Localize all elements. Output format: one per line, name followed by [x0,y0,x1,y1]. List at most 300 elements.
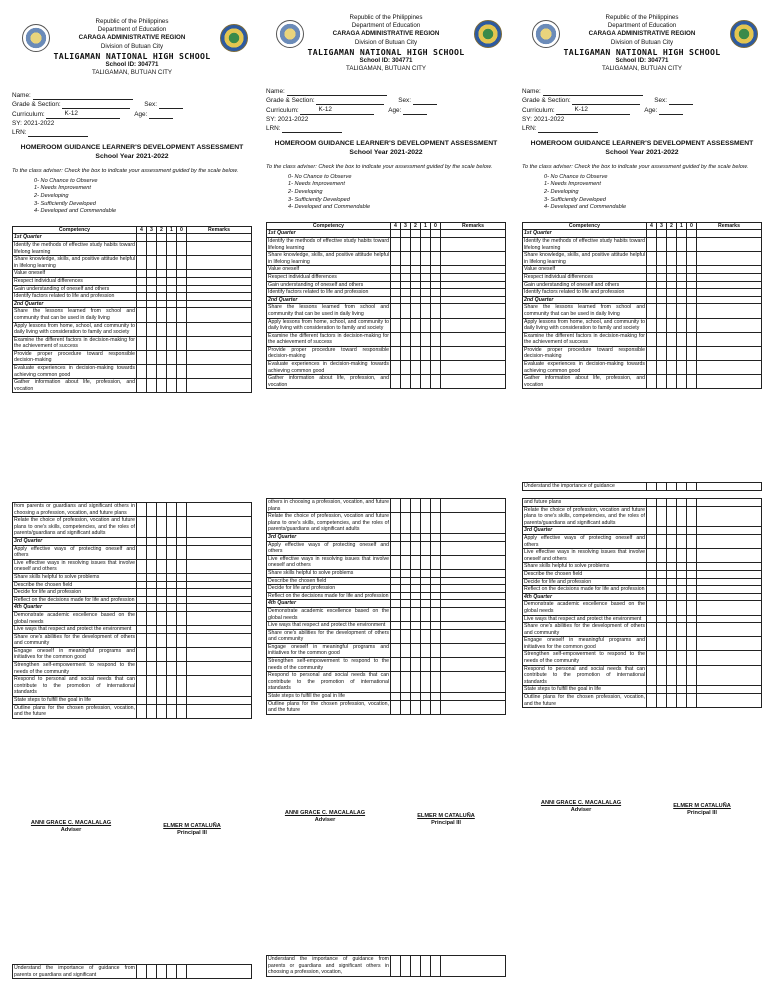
rating-checkbox[interactable] [647,483,657,491]
rating-checkbox[interactable] [157,336,167,350]
rating-checkbox[interactable] [391,607,401,621]
rating-checkbox[interactable] [401,569,411,577]
rating-checkbox[interactable] [677,266,687,274]
rating-checkbox[interactable] [411,361,421,375]
rating-checkbox[interactable] [147,270,157,278]
rating-checkbox[interactable] [647,332,657,346]
rating-checkbox[interactable] [157,676,167,697]
rating-checkbox[interactable] [391,600,401,608]
rating-checkbox[interactable] [687,586,697,594]
rating-checkbox[interactable] [657,266,667,274]
rating-checkbox[interactable] [147,604,157,612]
rating-checkbox[interactable] [431,230,441,238]
rating-checkbox[interactable] [431,513,441,534]
rating-checkbox[interactable] [167,704,177,718]
rating-checkbox[interactable] [431,658,441,672]
rating-checkbox[interactable] [411,266,421,274]
rating-checkbox[interactable] [647,601,657,615]
rating-checkbox[interactable] [421,607,431,621]
rating-checkbox[interactable] [677,623,687,637]
rating-checkbox[interactable] [177,647,187,661]
rating-checkbox[interactable] [667,289,677,297]
rating-checkbox[interactable] [391,304,401,318]
rating-checkbox[interactable] [391,622,401,630]
rating-checkbox[interactable] [157,704,167,718]
rating-checkbox[interactable] [687,237,697,251]
rating-checkbox[interactable] [657,296,667,304]
remarks-cell[interactable] [441,700,506,714]
rating-checkbox[interactable] [167,379,177,393]
rating-checkbox[interactable] [421,569,431,577]
rating-checkbox[interactable] [411,296,421,304]
rating-checkbox[interactable] [167,589,177,597]
remarks-cell[interactable] [187,633,252,647]
rating-checkbox[interactable] [391,332,401,346]
remarks-cell[interactable] [697,375,762,389]
rating-checkbox[interactable] [411,693,421,701]
remarks-cell[interactable] [697,289,762,297]
remarks-cell[interactable] [441,252,506,266]
remarks-cell[interactable] [441,585,506,593]
rating-checkbox[interactable] [431,499,441,513]
rating-checkbox[interactable] [411,289,421,297]
rating-checkbox[interactable] [677,281,687,289]
remarks-cell[interactable] [697,499,762,507]
rating-checkbox[interactable] [647,651,657,665]
rating-checkbox[interactable] [167,573,177,581]
rating-checkbox[interactable] [167,336,177,350]
rating-checkbox[interactable] [137,234,147,242]
rating-checkbox[interactable] [431,600,441,608]
rating-checkbox[interactable] [177,379,187,393]
rating-checkbox[interactable] [137,336,147,350]
rating-checkbox[interactable] [657,332,667,346]
rating-checkbox[interactable] [157,277,167,285]
rating-checkbox[interactable] [137,241,147,255]
rating-checkbox[interactable] [647,304,657,318]
rating-checkbox[interactable] [647,593,657,601]
rating-checkbox[interactable] [411,600,421,608]
rating-checkbox[interactable] [647,506,657,527]
remarks-cell[interactable] [441,346,506,360]
rating-checkbox[interactable] [391,658,401,672]
rating-checkbox[interactable] [157,270,167,278]
rating-checkbox[interactable] [167,256,177,270]
rating-checkbox[interactable] [431,533,441,541]
rating-checkbox[interactable] [157,537,167,545]
rating-checkbox[interactable] [657,615,667,623]
rating-checkbox[interactable] [421,533,431,541]
rating-checkbox[interactable] [677,694,687,708]
rating-checkbox[interactable] [137,589,147,597]
rating-checkbox[interactable] [667,586,677,594]
rating-checkbox[interactable] [167,559,177,573]
rating-checkbox[interactable] [401,555,411,569]
rating-checkbox[interactable] [687,563,697,571]
remarks-cell[interactable] [441,600,506,608]
rating-checkbox[interactable] [137,662,147,676]
rating-checkbox[interactable] [401,318,411,332]
rating-checkbox[interactable] [411,513,421,534]
rating-checkbox[interactable] [431,643,441,657]
rating-checkbox[interactable] [657,483,667,491]
rating-checkbox[interactable] [687,665,697,686]
rating-checkbox[interactable] [167,633,177,647]
rating-checkbox[interactable] [677,230,687,238]
rating-checkbox[interactable] [167,503,177,517]
rating-checkbox[interactable] [677,549,687,563]
rating-checkbox[interactable] [391,289,401,297]
rating-checkbox[interactable] [647,578,657,586]
rating-checkbox[interactable] [677,578,687,586]
rating-checkbox[interactable] [147,537,157,545]
rating-checkbox[interactable] [391,273,401,281]
rating-checkbox[interactable] [687,570,697,578]
rating-checkbox[interactable] [137,270,147,278]
rating-checkbox[interactable] [657,637,667,651]
rating-checkbox[interactable] [421,266,431,274]
remarks-cell[interactable] [187,537,252,545]
rating-checkbox[interactable] [401,622,411,630]
rating-checkbox[interactable] [167,626,177,634]
rating-checkbox[interactable] [137,379,147,393]
rating-checkbox[interactable] [401,600,411,608]
remarks-cell[interactable] [697,252,762,266]
remarks-cell[interactable] [697,570,762,578]
rating-checkbox[interactable] [401,346,411,360]
rating-checkbox[interactable] [147,241,157,255]
rating-checkbox[interactable] [431,361,441,375]
remarks-cell[interactable] [697,527,762,535]
rating-checkbox[interactable] [677,237,687,251]
remarks-cell[interactable] [187,589,252,597]
rating-checkbox[interactable] [421,273,431,281]
remarks-cell[interactable] [441,289,506,297]
rating-checkbox[interactable] [391,700,401,714]
rating-checkbox[interactable] [421,252,431,266]
remarks-cell[interactable] [187,581,252,589]
remarks-cell[interactable] [697,601,762,615]
rating-checkbox[interactable] [167,241,177,255]
rating-checkbox[interactable] [421,600,431,608]
rating-checkbox[interactable] [411,607,421,621]
rating-checkbox[interactable] [657,506,667,527]
rating-checkbox[interactable] [147,300,157,308]
remarks-cell[interactable] [441,332,506,346]
rating-checkbox[interactable] [431,569,441,577]
rating-checkbox[interactable] [687,534,697,548]
rating-checkbox[interactable] [431,585,441,593]
rating-checkbox[interactable] [137,559,147,573]
rating-checkbox[interactable] [167,676,177,697]
rating-checkbox[interactable] [411,533,421,541]
rating-checkbox[interactable] [647,586,657,594]
rating-checkbox[interactable] [157,256,167,270]
rating-checkbox[interactable] [431,289,441,297]
rating-checkbox[interactable] [401,361,411,375]
rating-checkbox[interactable] [391,592,401,600]
rating-checkbox[interactable] [401,585,411,593]
rating-checkbox[interactable] [411,375,421,389]
remarks-cell[interactable] [187,300,252,308]
rating-checkbox[interactable] [431,304,441,318]
rating-checkbox[interactable] [391,555,401,569]
rating-checkbox[interactable] [421,585,431,593]
remarks-cell[interactable] [697,230,762,238]
rating-checkbox[interactable] [657,593,667,601]
rating-checkbox[interactable] [391,375,401,389]
rating-checkbox[interactable] [677,296,687,304]
rating-checkbox[interactable] [137,581,147,589]
rating-checkbox[interactable] [421,577,431,585]
remarks-cell[interactable] [697,563,762,571]
rating-checkbox[interactable] [167,581,177,589]
rating-checkbox[interactable] [177,633,187,647]
remarks-cell[interactable] [441,643,506,657]
rating-checkbox[interactable] [431,607,441,621]
rating-checkbox[interactable] [167,300,177,308]
rating-checkbox[interactable] [157,234,167,242]
rating-checkbox[interactable] [421,361,431,375]
rating-checkbox[interactable] [421,700,431,714]
rating-checkbox[interactable] [667,281,677,289]
rating-checkbox[interactable] [647,694,657,708]
rating-checkbox[interactable] [657,578,667,586]
rating-checkbox[interactable] [431,237,441,251]
rating-checkbox[interactable] [411,555,421,569]
rating-checkbox[interactable] [401,607,411,621]
rating-checkbox[interactable] [137,517,147,538]
remarks-cell[interactable] [187,256,252,270]
rating-checkbox[interactable] [177,241,187,255]
rating-checkbox[interactable] [421,643,431,657]
rating-checkbox[interactable] [157,604,167,612]
rating-checkbox[interactable] [157,581,167,589]
rating-checkbox[interactable] [147,965,157,979]
remarks-cell[interactable] [697,534,762,548]
rating-checkbox[interactable] [401,533,411,541]
rating-checkbox[interactable] [137,277,147,285]
rating-checkbox[interactable] [401,541,411,555]
rating-checkbox[interactable] [667,252,677,266]
lrn-field[interactable] [282,132,342,133]
rating-checkbox[interactable] [157,573,167,581]
rating-checkbox[interactable] [667,563,677,571]
rating-checkbox[interactable] [647,296,657,304]
rating-checkbox[interactable] [147,662,157,676]
rating-checkbox[interactable] [657,549,667,563]
rating-checkbox[interactable] [177,350,187,364]
rating-checkbox[interactable] [147,581,157,589]
rating-checkbox[interactable] [167,604,177,612]
remarks-cell[interactable] [441,273,506,281]
rating-checkbox[interactable] [177,589,187,597]
rating-checkbox[interactable] [137,285,147,293]
rating-checkbox[interactable] [647,346,657,360]
remarks-cell[interactable] [441,318,506,332]
remarks-cell[interactable] [697,296,762,304]
rating-checkbox[interactable] [677,637,687,651]
rating-checkbox[interactable] [411,629,421,643]
rating-checkbox[interactable] [421,672,431,693]
rating-checkbox[interactable] [177,611,187,625]
rating-checkbox[interactable] [147,350,157,364]
remarks-cell[interactable] [187,234,252,242]
rating-checkbox[interactable] [667,651,677,665]
rating-checkbox[interactable] [411,273,421,281]
remarks-cell[interactable] [697,637,762,651]
rating-checkbox[interactable] [677,686,687,694]
rating-checkbox[interactable] [167,517,177,538]
rating-checkbox[interactable] [401,266,411,274]
rating-checkbox[interactable] [137,300,147,308]
rating-checkbox[interactable] [147,647,157,661]
rating-checkbox[interactable] [431,629,441,643]
rating-checkbox[interactable] [657,237,667,251]
remarks-cell[interactable] [697,694,762,708]
remarks-cell[interactable] [187,596,252,604]
lrn-field[interactable] [28,136,88,137]
rating-checkbox[interactable] [167,611,177,625]
rating-checkbox[interactable] [421,304,431,318]
remarks-cell[interactable] [441,513,506,534]
rating-checkbox[interactable] [401,296,411,304]
remarks-cell[interactable] [187,647,252,661]
rating-checkbox[interactable] [677,593,687,601]
rating-checkbox[interactable] [401,289,411,297]
rating-checkbox[interactable] [687,230,697,238]
rating-checkbox[interactable] [657,586,667,594]
rating-checkbox[interactable] [687,318,697,332]
rating-checkbox[interactable] [167,293,177,301]
rating-checkbox[interactable] [431,375,441,389]
remarks-cell[interactable] [697,346,762,360]
rating-checkbox[interactable] [657,289,667,297]
rating-checkbox[interactable] [177,365,187,379]
rating-checkbox[interactable] [391,577,401,585]
rating-checkbox[interactable] [687,578,697,586]
rating-checkbox[interactable] [647,252,657,266]
rating-checkbox[interactable] [391,252,401,266]
remarks-cell[interactable] [187,604,252,612]
remarks-cell[interactable] [697,361,762,375]
rating-checkbox[interactable] [687,266,697,274]
rating-checkbox[interactable] [667,266,677,274]
rating-checkbox[interactable] [401,273,411,281]
rating-checkbox[interactable] [431,577,441,585]
rating-checkbox[interactable] [137,596,147,604]
rating-checkbox[interactable] [667,527,677,535]
rating-checkbox[interactable] [431,672,441,693]
rating-checkbox[interactable] [391,296,401,304]
rating-checkbox[interactable] [667,549,677,563]
rating-checkbox[interactable] [147,626,157,634]
rating-checkbox[interactable] [411,346,421,360]
rating-checkbox[interactable] [177,965,187,979]
age-field[interactable] [149,118,173,119]
remarks-cell[interactable] [697,686,762,694]
rating-checkbox[interactable] [667,637,677,651]
rating-checkbox[interactable] [157,596,167,604]
rating-checkbox[interactable] [167,965,177,979]
rating-checkbox[interactable] [177,277,187,285]
rating-checkbox[interactable] [687,651,697,665]
rating-checkbox[interactable] [667,694,677,708]
rating-checkbox[interactable] [667,304,677,318]
rating-checkbox[interactable] [147,517,157,538]
rating-checkbox[interactable] [401,252,411,266]
rating-checkbox[interactable] [647,686,657,694]
rating-checkbox[interactable] [421,629,431,643]
rating-checkbox[interactable] [421,956,431,977]
remarks-cell[interactable] [697,332,762,346]
rating-checkbox[interactable] [137,611,147,625]
lrn-field[interactable] [538,132,598,133]
rating-checkbox[interactable] [147,589,157,597]
rating-checkbox[interactable] [147,234,157,242]
rating-checkbox[interactable] [391,237,401,251]
rating-checkbox[interactable] [401,658,411,672]
rating-checkbox[interactable] [647,499,657,507]
rating-checkbox[interactable] [431,273,441,281]
rating-checkbox[interactable] [421,658,431,672]
rating-checkbox[interactable] [391,643,401,657]
rating-checkbox[interactable] [401,281,411,289]
rating-checkbox[interactable] [687,637,697,651]
age-field[interactable] [403,114,427,115]
rating-checkbox[interactable] [177,581,187,589]
rating-checkbox[interactable] [167,308,177,322]
rating-checkbox[interactable] [391,569,401,577]
rating-checkbox[interactable] [177,270,187,278]
rating-checkbox[interactable] [391,585,401,593]
rating-checkbox[interactable] [687,346,697,360]
rating-checkbox[interactable] [157,697,167,705]
remarks-cell[interactable] [187,270,252,278]
rating-checkbox[interactable] [411,700,421,714]
rating-checkbox[interactable] [677,361,687,375]
rating-checkbox[interactable] [177,604,187,612]
remarks-cell[interactable] [187,322,252,336]
remarks-cell[interactable] [441,296,506,304]
rating-checkbox[interactable] [667,499,677,507]
rating-checkbox[interactable] [677,332,687,346]
remarks-cell[interactable] [187,517,252,538]
rating-checkbox[interactable] [147,365,157,379]
rating-checkbox[interactable] [177,308,187,322]
rating-checkbox[interactable] [667,665,677,686]
rating-checkbox[interactable] [421,541,431,555]
rating-checkbox[interactable] [667,332,677,346]
remarks-cell[interactable] [441,629,506,643]
rating-checkbox[interactable] [147,633,157,647]
rating-checkbox[interactable] [167,662,177,676]
rating-checkbox[interactable] [647,281,657,289]
rating-checkbox[interactable] [431,555,441,569]
rating-checkbox[interactable] [411,577,421,585]
remarks-cell[interactable] [697,623,762,637]
rating-checkbox[interactable] [687,593,697,601]
remarks-cell[interactable] [441,577,506,585]
remarks-cell[interactable] [697,506,762,527]
remarks-cell[interactable] [441,555,506,569]
rating-checkbox[interactable] [391,541,401,555]
rating-checkbox[interactable] [431,281,441,289]
remarks-cell[interactable] [441,281,506,289]
rating-checkbox[interactable] [687,273,697,281]
rating-checkbox[interactable] [177,322,187,336]
remarks-cell[interactable] [441,693,506,701]
